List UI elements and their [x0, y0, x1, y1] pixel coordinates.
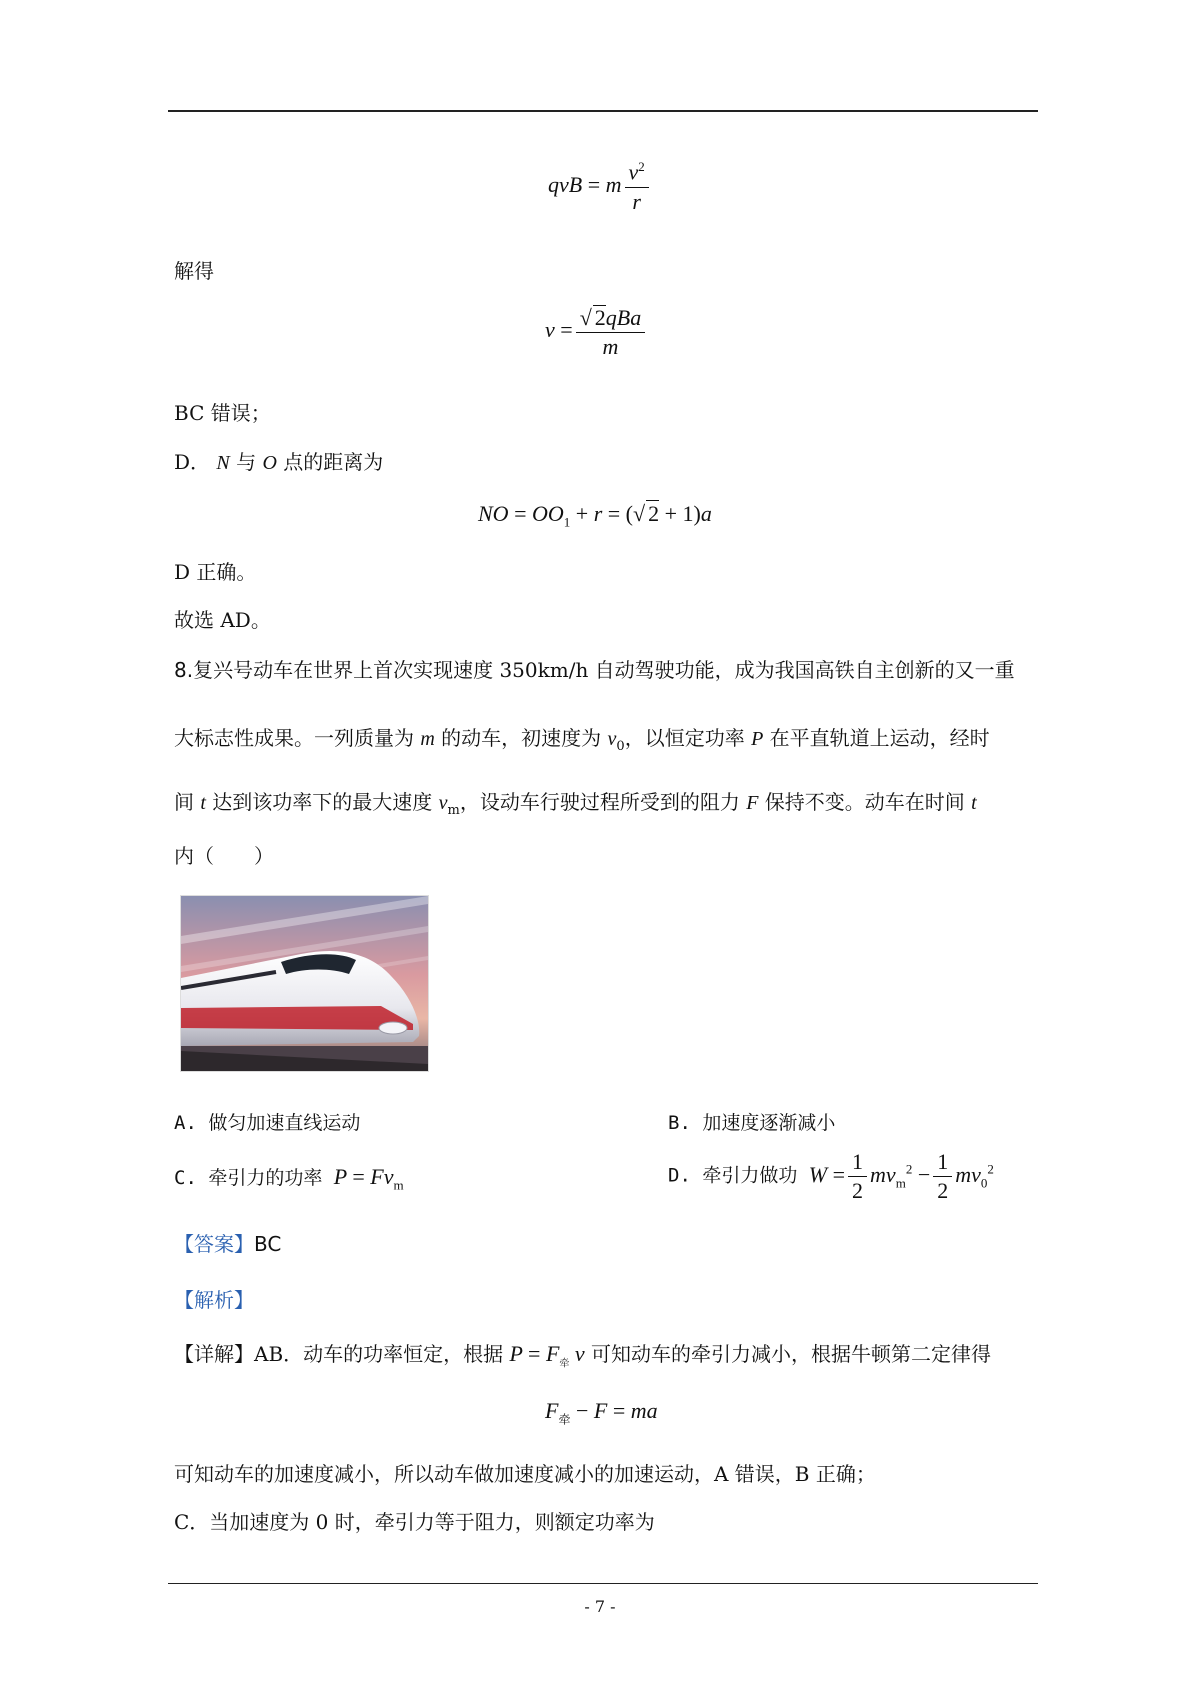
q8-l2-d: 在平直轨道上运动，经时	[763, 726, 990, 750]
detail-label: 【详解】	[174, 1342, 254, 1366]
symbol-v0: v	[607, 728, 617, 750]
text-d-tail: 点的距离为	[276, 450, 384, 474]
q8-l2-c: ，以恒定功率	[624, 726, 752, 750]
footer-rule	[168, 1583, 1038, 1584]
question-8-text-1: 复兴号动车在世界上首次实现速度 350km/h 自动驾驶功能，成为我国高铁自主创新的又一重	[193, 658, 1015, 682]
question-8-line-2	[174, 722, 990, 754]
text-d-distance	[174, 446, 383, 475]
equation-velocity: v = $\frac{\text{√ 2qBa}}{m}$	[545, 305, 648, 359]
analysis-line	[174, 1284, 254, 1313]
option-d[interactable]	[668, 1150, 994, 1203]
detail-text-1b: 可知动车的牵引力减小，根据牛顿第二定律得	[591, 1342, 992, 1366]
formula-power: $P = F_牵$ v	[509, 1341, 585, 1370]
detail-line-2: 可知动车的加速度减小，所以动车做加速度减小的加速运动，A 错误，B 正确；	[174, 1462, 876, 1486]
symbol-F: F	[746, 792, 759, 814]
option-d-formula: W = $\frac{1}{2}$ $mv_m^2$ − $\frac{1}{2}$ $mv_0^2$	[808, 1149, 994, 1204]
symbol-O: O	[262, 452, 277, 474]
header-rule	[168, 110, 1038, 112]
answer-label: 【答案】	[174, 1232, 254, 1256]
q8-l2-b: 的动车，初速度为	[434, 726, 608, 750]
q8-l2-a: 大标志性成果。一列质量为	[174, 726, 421, 750]
analysis-label: 【解析】	[174, 1288, 254, 1312]
text-choose-ad: 故选 AD。	[174, 608, 271, 632]
q8-l3-a: 间	[174, 790, 201, 814]
symbol-vm-sub: m	[447, 803, 460, 818]
symbol-t-2: t	[971, 792, 977, 814]
text-bc-wrong: BC 错误；	[174, 401, 271, 425]
page-number: - 7 -	[584, 1597, 616, 1616]
high-speed-train-image	[180, 895, 429, 1072]
detail-line-3: C．当加速度为 0 时，牵引力等于阻力，则额定功率为	[174, 1510, 655, 1534]
equation-lorentz-centripetal: qvB = m $\frac{v^2}{r}$	[548, 160, 652, 214]
text-d-mid: 与	[229, 450, 263, 474]
equation-distance-NO: NO = $OO_1 + r$ = (√ 2 + 1)a	[478, 501, 712, 530]
q8-l3-c: ，设动车行驶过程所受到的阻力	[459, 790, 747, 814]
option-d-label: D. 牵引力做功	[668, 1164, 798, 1187]
equation-newton-second-law: $F_牵 - F$ = ma	[545, 1398, 658, 1427]
train-illustration	[181, 896, 428, 1071]
symbol-t: t	[200, 792, 206, 814]
symbol-m: m	[420, 728, 435, 750]
answer-line	[174, 1228, 281, 1257]
symbol-v0-sub: 0	[616, 739, 625, 754]
option-c-label: C. 牵引力的功率	[174, 1167, 323, 1189]
answer-value: BC	[254, 1232, 282, 1256]
question-8-line-3	[174, 786, 977, 818]
text-d-correct: D 正确。	[174, 560, 257, 584]
symbol-vm: v	[438, 792, 448, 814]
symbol-P: P	[751, 728, 764, 750]
option-a[interactable]: A. 做匀加速直线运动	[174, 1112, 361, 1134]
question-8-line-4: 内（ ）	[174, 844, 274, 868]
q8-l3-b: 达到该功率下的最大速度	[205, 790, 439, 814]
q8-l3-d: 保持不变。动车在时间	[758, 790, 972, 814]
option-c-formula: $P = Fv_m$	[333, 1164, 404, 1193]
text-jiede: 解得	[174, 259, 214, 283]
detail-line-1	[174, 1338, 991, 1369]
symbol-N: N	[216, 452, 230, 474]
option-c[interactable]	[174, 1163, 404, 1193]
option-b[interactable]: B. 加速度逐渐减小	[668, 1112, 836, 1134]
detail-text-1a: AB．动车的功率恒定，根据	[254, 1342, 504, 1366]
question-number: 8.	[174, 658, 194, 682]
question-8-line-1	[174, 660, 1015, 680]
text-d-prefix: D．	[174, 450, 211, 474]
